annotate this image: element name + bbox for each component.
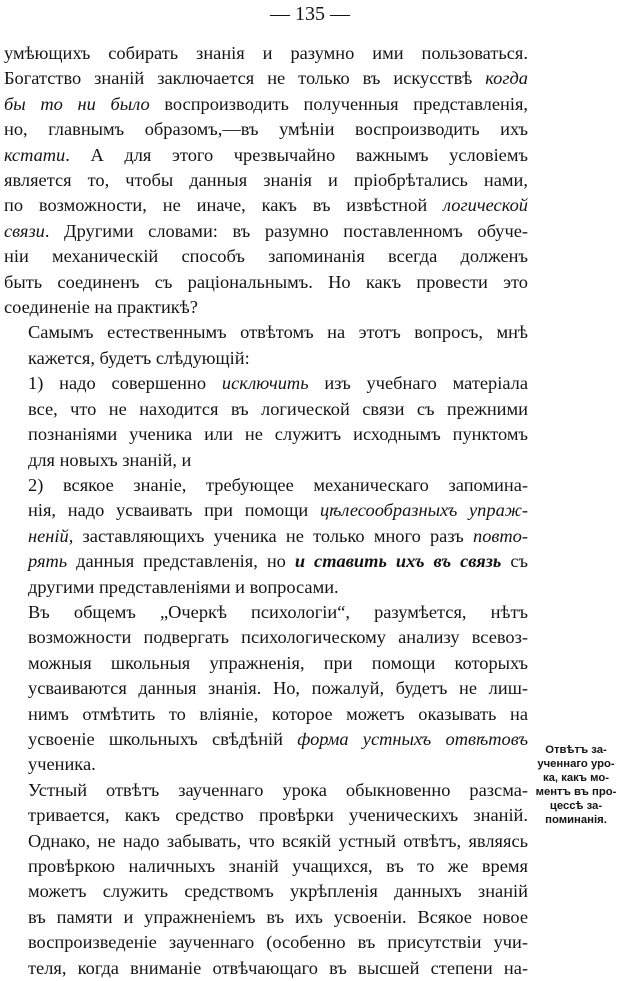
paragraph: [4, 371, 528, 473]
text-run: съ: [501, 551, 528, 572]
emphasized-text: логической: [443, 195, 528, 216]
text-line: [4, 295, 528, 320]
text-run: Самымъ естественнымъ отвѣтомъ на этотъ вопросъ, мнѣ: [28, 322, 528, 343]
margin-note-line: ученнаго уро-: [537, 758, 615, 770]
text-line: [4, 193, 528, 218]
text-run: воспроизведеніе заученнаго (особенно въ присутствіи учи-: [28, 932, 528, 953]
paragraph: [4, 600, 528, 778]
text-line: [4, 651, 528, 676]
text-run: тривается, какъ средство провѣрки ученическихъ знаній.: [28, 805, 528, 826]
text-run: . А для этого чрезвычайно важнымъ условіемъ: [65, 144, 528, 165]
text-line: [4, 905, 528, 930]
text-run: въ памяти и упражненіемъ въ ихъ усвоеніи. Всякое новое: [28, 906, 528, 927]
text-run: быть соединенъ съ раціональнымъ. Но какъ провести это: [4, 271, 528, 292]
text-line: [4, 473, 528, 498]
text-run: Однако, не надо забывать, что всякій устный отвѣтъ, являясь: [28, 830, 528, 851]
text-line: [4, 879, 528, 904]
text-run: Устный отвѣтъ заученнаго урока обыкновенно разсма-: [28, 779, 528, 800]
text-run: теля, когда вниманіе отвѣчающаго въ высшей степени на-: [28, 957, 528, 978]
text-run: соединеніе на практикѣ?: [4, 297, 198, 318]
emphasized-text: кстати: [4, 144, 66, 165]
text-line: [4, 778, 528, 803]
text-line: [4, 320, 528, 345]
paragraph: [4, 320, 528, 371]
text-run: . Другими словами: въ разумно поставленномъ обуче-: [44, 220, 528, 241]
text-line: [4, 244, 528, 269]
text-run: по возможности, не иначе, какъ въ извѣстной: [4, 195, 444, 216]
body-text: [4, 41, 528, 981]
text-run: , заставляющихъ ученика не только много разъ: [68, 525, 474, 546]
text-line: [4, 66, 528, 91]
emphasized-text: и ставить ихъ въ связь: [294, 551, 502, 572]
text-line: [4, 524, 528, 549]
text-line: [4, 829, 528, 854]
emphasized-text: рять: [28, 551, 68, 572]
paragraph: [4, 778, 528, 981]
text-run: Въ общемъ „Очеркѣ психологіи“, разумѣется, нѣтъ: [28, 601, 528, 622]
text-run: изъ учебнаго матеріала: [308, 373, 528, 394]
margin-note-line: поминанія.: [545, 814, 607, 826]
text-line: [4, 575, 528, 600]
text-line: [4, 549, 528, 574]
text-run: можетъ служить средствомъ укрѣпленія данныхъ знаній: [28, 881, 528, 902]
text-run: является то, чтобы данныя знанія и пріобрѣтались нами,: [4, 170, 528, 191]
emphasized-text: неній: [28, 525, 69, 546]
emphasized-text: бы то ни было: [4, 93, 150, 114]
text-run: 1) надо совершенно: [28, 373, 222, 394]
text-run: ученика.: [28, 754, 96, 775]
text-run: ніи механическій способъ запоминанія всегда долженъ: [4, 246, 528, 267]
text-line: [4, 803, 528, 828]
text-run: умѣющихъ собирать знанія и разумно ими пользоваться.: [4, 43, 528, 63]
text-line: [4, 143, 528, 168]
text-line: [4, 168, 528, 193]
text-run: усвоеніе школьныхъ свѣдѣній: [28, 728, 298, 749]
text-line: [4, 600, 528, 625]
text-run: для новыхъ знаній, и: [28, 449, 192, 470]
text-line: [4, 117, 528, 142]
text-line: [4, 346, 528, 371]
text-line: [4, 727, 528, 752]
text-line: [4, 752, 528, 777]
text-run: возможности подвергать психологическому анализу всевоз-: [28, 627, 528, 648]
text-run: провѣркою наличныхъ знаній учащихся, въ то же время: [28, 856, 528, 876]
text-run: данныя представленія, но: [67, 551, 295, 572]
emphasized-text: форма устныхъ отвѣтовъ: [297, 728, 528, 749]
margin-note-line: ка, какъ мо-: [542, 772, 610, 784]
text-line: [4, 219, 528, 244]
text-line: [4, 397, 528, 422]
paragraph: [4, 473, 528, 600]
margin-note-line: цессѣ за-: [549, 800, 603, 812]
paragraph: [4, 41, 528, 320]
text-run: но, главнымъ образомъ,—въ умѣніи воспроизводить ихъ: [4, 119, 528, 140]
text-line: [4, 625, 528, 650]
text-line: [4, 41, 528, 66]
emphasized-text: исключить: [221, 373, 309, 394]
emphasized-text: повто-: [473, 525, 528, 546]
text-run: усваиваются данныя знанія. Но, пожалуй, будетъ не лиш-: [28, 678, 528, 699]
text-line: [4, 498, 528, 523]
text-line: [4, 676, 528, 701]
emphasized-text: цѣлесообразныхъ упраж-: [319, 500, 528, 521]
margin-note-line: ментъ въ про-: [535, 786, 617, 798]
text-line: [4, 448, 528, 473]
emphasized-text: когда: [485, 68, 528, 89]
text-run: Богатство знаній заключается не только въ искусствѣ: [4, 68, 486, 89]
margin-note: [532, 743, 620, 827]
text-run: нимъ отмѣтить то вліяніе, которое можетъ оказывать на: [28, 703, 528, 724]
text-line: [4, 422, 528, 447]
text-run: познаніями ученика или не служитъ исходнымъ пунктомъ: [28, 424, 528, 445]
text-run: кажется, будетъ слѣдующій:: [28, 347, 250, 368]
text-line: [4, 371, 528, 396]
margin-note-line: Отвѣтъ за-: [545, 744, 607, 756]
text-run: нія, надо усваивать при помощи: [28, 500, 320, 521]
text-run: другими представленіями и вопросами.: [28, 576, 339, 597]
emphasized-text: связи: [4, 220, 45, 241]
text-line: [4, 92, 528, 117]
text-line: [4, 854, 528, 879]
text-run: все, что не находится въ логической связи съ прежними: [28, 398, 528, 419]
text-line: [4, 930, 528, 955]
text-line: [4, 956, 528, 981]
text-run: воспроизводить полученныя представленія,: [149, 93, 528, 114]
text-line: [4, 702, 528, 727]
text-run: можныя школьныя упражненія, при помощи которыхъ: [28, 652, 528, 673]
page-number: — 135 —: [270, 3, 350, 25]
text-line: [4, 270, 528, 295]
text-run: 2) всякое знаніе, требующее механическаго запомина-: [28, 474, 528, 495]
